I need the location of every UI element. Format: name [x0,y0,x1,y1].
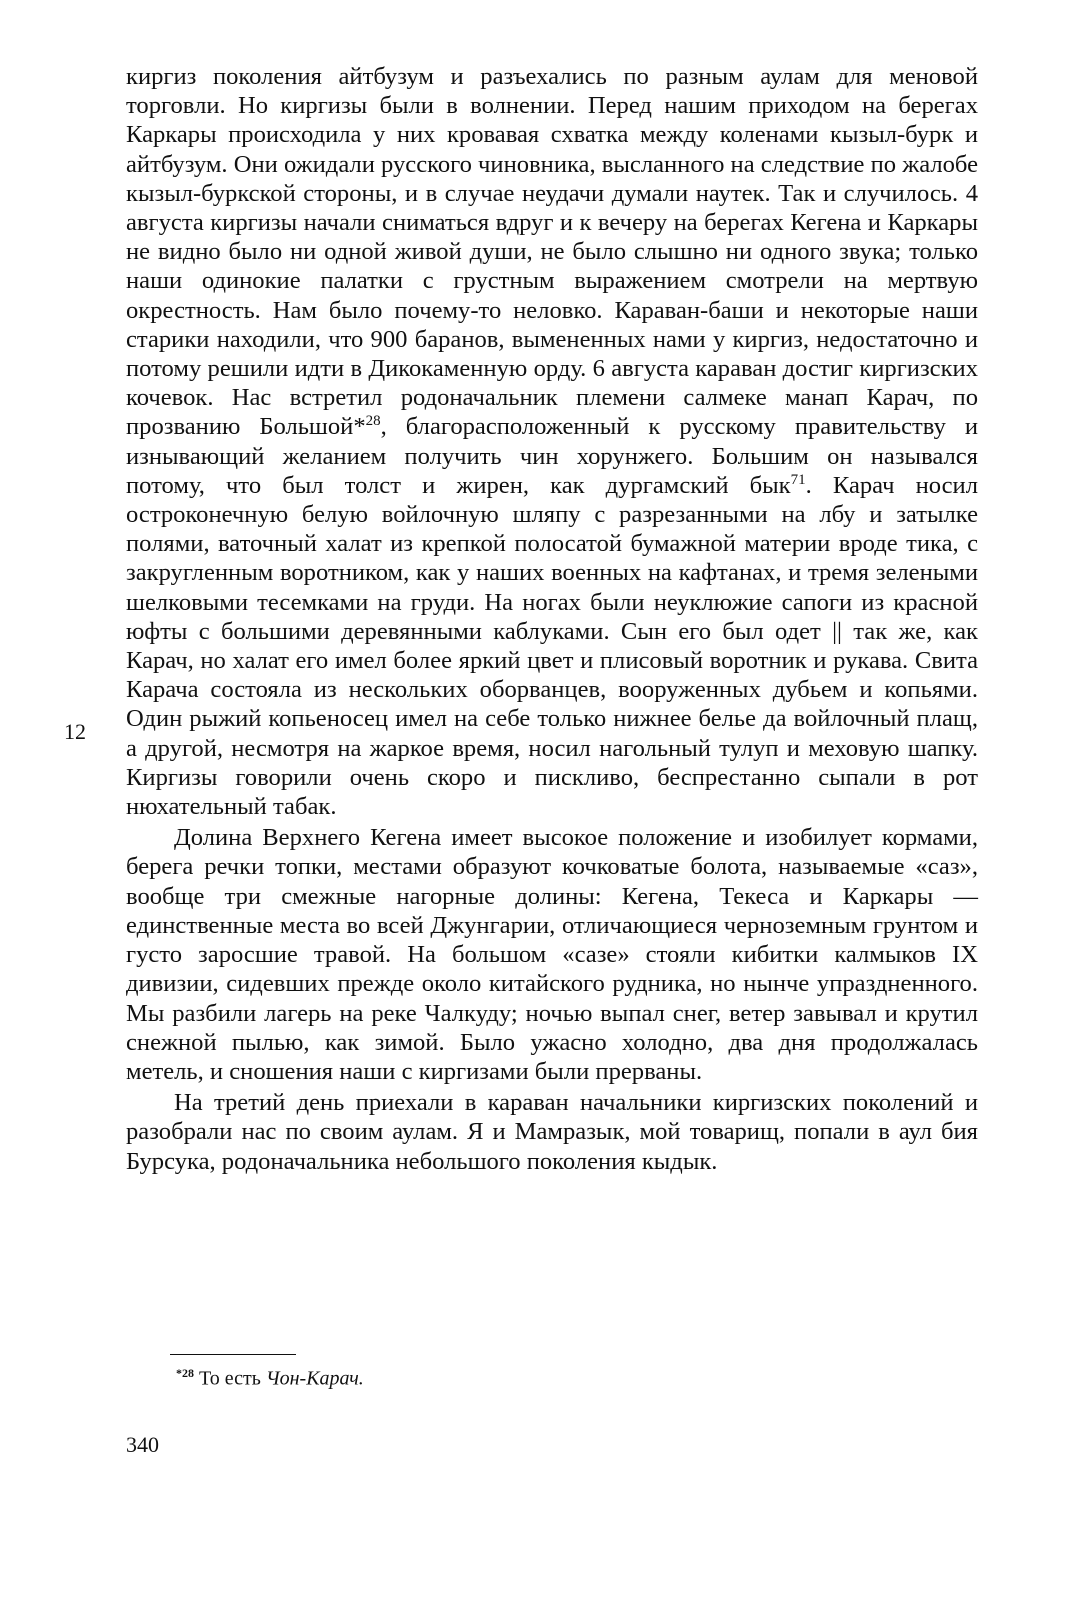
paragraph-1-part-c: . Карач носил остроконечную белую войлочную шляпу с разрезанными на лбу и затылке полями, ваточный халат из крепкой полосатой бумажной материи вроде тика, с закругленным воротником, как у наших военных на кафтанах, и тремя зелеными шелковыми тесемками на груди. На ногах были неуклюжие сапоги из красной юфты с большими деревянными каблуками. Сын его был одет || так же, как Карач, но халат его имел более яркий цвет и плисовый воротник и рукава. Свита Карача состояла из нескольких оборванцев, вооруженных дубьем и копьями. Один рыжий копьеносец имел на себе только нижнее белье да войлочный плащ, а другой, несмотря на жаркое время, носил нагольный тулуп и меховую шапку. Киргизы говорили очень скоро и пискливо, беспрестанно сыпали в рот нюхательный табак. [126,471,978,821]
paragraph-1-part-b: , благорасположенный к русскому правительству и изнывающий желанием получить чин хорунжего. Большим он назывался потому, что был толст и жирен, как дургамский бык [126,413,979,499]
footnote [176,1360,364,1392]
paragraph-1 [126,62,978,821]
margin-page-marker: 12 [64,719,86,744]
footnote-mark: *28 [176,1366,194,1380]
footnote-divider [170,1354,296,1355]
paragraph-3: На третий день приехали в караван начальники киргизских поколений и разобрали нас по своим аулам. Я и Мамразык, мой товарищ, попали в аул бия Бурсука, родоначальника небольшого поколения кыдык. [126,1089,978,1175]
footnote-ref-28[interactable]: 28 [365,413,381,430]
main-text [126,62,978,1176]
footnote-text: То есть [194,1367,266,1390]
page-number: 340 [126,1432,159,1457]
endnote-ref-71[interactable]: 71 [790,471,806,488]
paragraph-2: Долина Верхнего Кегена имеет высокое положение и изобилует кормами, берега речки топки, местами образуют кочковатые болота, называемые «саз», вообще три смежные нагорные долины: Кегена, Текеса и Каркары — единственные места во всей Джунгарии, отличающиеся черноземным грунтом и густо заросшие травой. На большом «сазе» стояли кибитки калмыков IX дивизии, сидевших прежде около китайского рудника, но нынче упраздненного. Мы разбили лагерь на реке Чалкуду; ночью выпал снег, ветер завывал и крутил снежной пылью, как зимой. Было ужасно холодно, два дня продолжалась метель, и сношения наши с киргизами были прерваны. [126,824,978,1085]
paragraph-1-part-a: киргиз поколения айтбузум и разъехались по разным аулам для меновой торговли. Но киргизы были в волнении. Перед нашим приходом на берегах Каркары происходила у них кровавая схватка между коленами кызыл-бурк и айтбузум. Они ожидали русского чиновника, высланного на следствие по жалобе кызыл-буркской стороны, и в случае неудачи думали наутек. Так и случилось. 4 августа киргизы начали сниматься вдруг и к вечеру на берегах Кегена и Каркары не видно было ни одной живой души, не было слышно ни одного звука; только наши одинокие палатки с грустным выражением смотрели на мертвую окрестность. Нам было почему-то неловко. Караван-баши и некоторые наши старики находили, что 900 баранов, вымененных нами у киргиз, недостаточно и потому решили идти в Дикокаменную орду. 6 августа караван достиг киргизских кочевок. Нас встретил родоначальник племени салмеке манап Карач, по прозванию Большой* [126,63,978,441]
footnote-italic-name: Чон-Карач. [265,1367,364,1390]
